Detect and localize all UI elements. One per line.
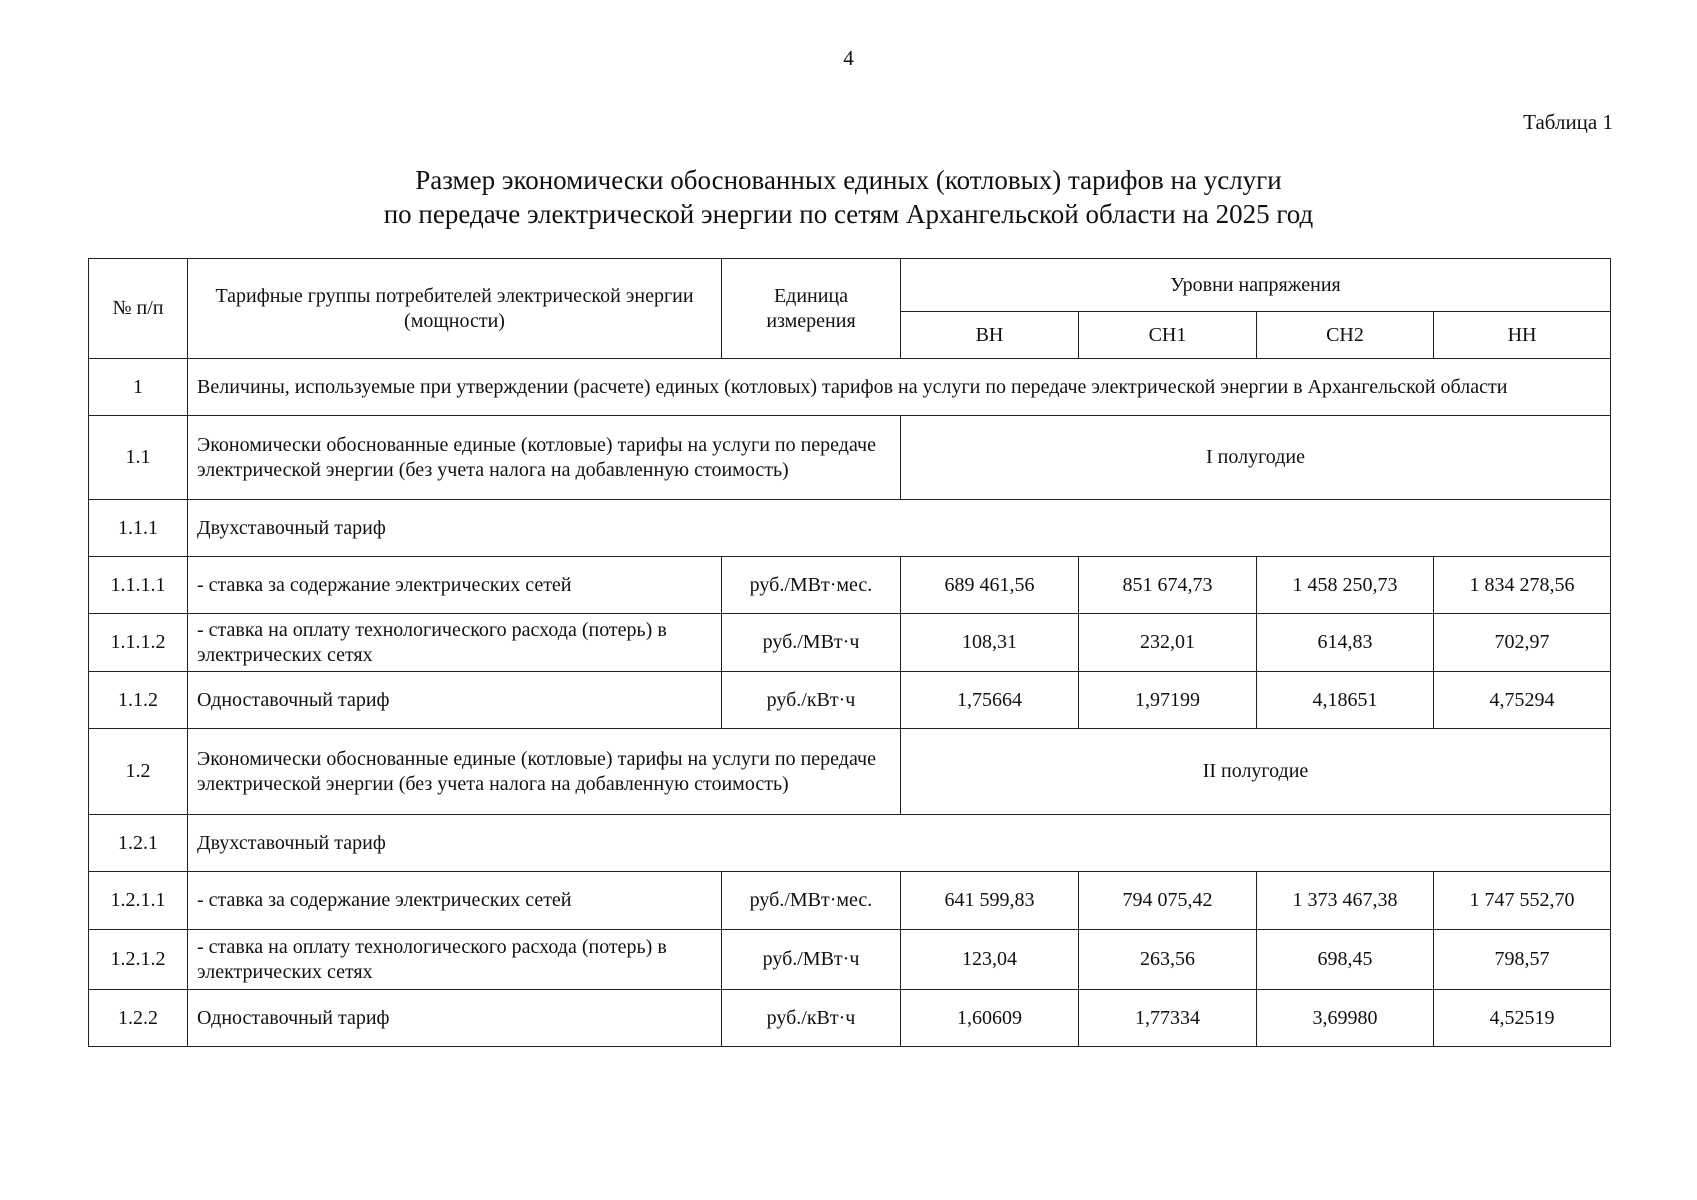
row-num: 1.1.2	[89, 672, 188, 729]
title-line-1: Размер экономически обоснованных единых (котловых) тарифов на услуги	[415, 165, 1282, 195]
table-row	[89, 930, 1611, 990]
row-label: Двухставочный тариф	[188, 815, 1611, 872]
cell-nn: 798,57	[1434, 930, 1611, 990]
cell-sn1: 263,56	[1079, 930, 1257, 990]
table-row	[89, 557, 1611, 614]
table-row	[89, 990, 1611, 1047]
cell-sn1: 851 674,73	[1079, 557, 1257, 614]
header-row	[89, 259, 1611, 312]
page-number: 4	[843, 46, 854, 70]
header-vn: ВН	[901, 312, 1079, 359]
cell-nn: 4,75294	[1434, 672, 1611, 729]
cell-sn1: 1,77334	[1079, 990, 1257, 1047]
row-label: Экономически обоснованные единые (котловые) тарифы на услуги по передаче электрической энергии (без учета налога на добавленную стоимость)	[188, 416, 901, 500]
cell-vn: 1,60609	[901, 990, 1079, 1047]
row-unit: руб./МВт·мес.	[722, 557, 901, 614]
row-unit: руб./МВт·ч	[722, 614, 901, 672]
cell-sn1: 794 075,42	[1079, 872, 1257, 930]
header-sn1: СН1	[1079, 312, 1257, 359]
cell-sn2: 4,18651	[1257, 672, 1434, 729]
row-num: 1.2.1.2	[89, 930, 188, 990]
row-label: Одноставочный тариф	[188, 672, 722, 729]
row-label: Величины, используемые при утверждении (расчете) единых (котловых) тарифов на услуги по передаче электрической энергии в Архангельской области	[188, 359, 1611, 416]
document-title	[0, 163, 1697, 231]
row-label: - ставка на оплату технологического расхода (потерь) в электрических сетях	[188, 614, 722, 672]
cell-nn: 4,52519	[1434, 990, 1611, 1047]
cell-nn: 702,97	[1434, 614, 1611, 672]
row-unit: руб./кВт·ч	[722, 672, 901, 729]
cell-vn: 123,04	[901, 930, 1079, 990]
row-label: Двухставочный тариф	[188, 500, 1611, 557]
table-row	[89, 672, 1611, 729]
row-label: - ставка на оплату технологического расхода (потерь) в электрических сетях	[188, 930, 722, 990]
table-row	[89, 416, 1611, 500]
header-group: Тарифные группы потребителей электрической энергии (мощности)	[188, 259, 722, 359]
cell-vn: 689 461,56	[901, 557, 1079, 614]
row-period: I полугодие	[901, 416, 1611, 500]
tariff-table	[88, 258, 1611, 1047]
table-row	[89, 872, 1611, 930]
cell-nn: 1 834 278,56	[1434, 557, 1611, 614]
row-label: - ставка за содержание электрических сетей	[188, 557, 722, 614]
cell-vn: 641 599,83	[901, 872, 1079, 930]
cell-sn1: 232,01	[1079, 614, 1257, 672]
row-unit: руб./МВт·мес.	[722, 872, 901, 930]
header-num: № п/п	[89, 259, 188, 359]
cell-vn: 1,75664	[901, 672, 1079, 729]
row-num: 1.2	[89, 729, 188, 815]
row-num: 1	[89, 359, 188, 416]
row-num: 1.1.1.2	[89, 614, 188, 672]
cell-sn2: 1 373 467,38	[1257, 872, 1434, 930]
row-label: Одноставочный тариф	[188, 990, 722, 1047]
table-label: Таблица 1	[1523, 110, 1613, 134]
cell-vn: 108,31	[901, 614, 1079, 672]
header-unit: Единица измерения	[722, 259, 901, 359]
cell-nn: 1 747 552,70	[1434, 872, 1611, 930]
row-num: 1.2.2	[89, 990, 188, 1047]
row-num: 1.2.1.1	[89, 872, 188, 930]
row-period: II полугодие	[901, 729, 1611, 815]
row-num: 1.1.1	[89, 500, 188, 557]
table-row	[89, 359, 1611, 416]
table-row	[89, 729, 1611, 815]
table-row	[89, 815, 1611, 872]
row-label: Экономически обоснованные единые (котловые) тарифы на услуги по передаче электрической энергии (без учета налога на добавленную стоимость)	[188, 729, 901, 815]
row-label: - ставка за содержание электрических сетей	[188, 872, 722, 930]
row-num: 1.1	[89, 416, 188, 500]
header-sn2: СН2	[1257, 312, 1434, 359]
table-row	[89, 614, 1611, 672]
cell-sn2: 698,45	[1257, 930, 1434, 990]
cell-sn2: 1 458 250,73	[1257, 557, 1434, 614]
cell-sn1: 1,97199	[1079, 672, 1257, 729]
table-row	[89, 500, 1611, 557]
title-line-2: по передаче электрической энергии по сетям Архангельской области на 2025 год	[383, 199, 1314, 229]
row-num: 1.2.1	[89, 815, 188, 872]
cell-sn2: 614,83	[1257, 614, 1434, 672]
row-unit: руб./МВт·ч	[722, 930, 901, 990]
header-nn: НН	[1434, 312, 1611, 359]
header-voltage-levels: Уровни напряжения	[901, 259, 1611, 312]
row-unit: руб./кВт·ч	[722, 990, 901, 1047]
cell-sn2: 3,69980	[1257, 990, 1434, 1047]
row-num: 1.1.1.1	[89, 557, 188, 614]
